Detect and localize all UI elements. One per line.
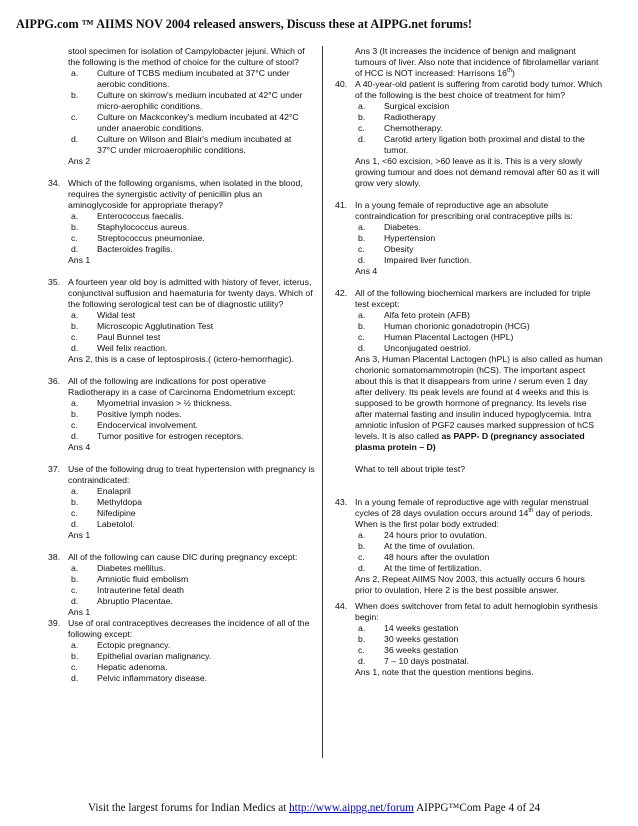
question-35: 35. A fourteen year old boy is admitted with history of fever, icterus, conjunctival suffusion and haematuria for twenty days. Which of the following serological test can be of diagnostic utility? bbox=[48, 277, 313, 309]
q36-option-c: c. Endocervical involvement. bbox=[71, 420, 198, 430]
left-column bbox=[40, 46, 315, 684]
q34-option-b: b. Staphylococcus aureus. bbox=[71, 222, 190, 232]
q39-option-c: c. Hepatic adenoma. bbox=[71, 662, 168, 672]
q38-answer: Ans 1 bbox=[68, 607, 91, 617]
question-34: 34. Which of the following organisms, when isolated in the blood, requires the synergistic activity of penicillin plus an aminoglycoside for appropriate therapy? bbox=[48, 178, 303, 210]
q43-option-b: b. At the time of ovulation. bbox=[358, 541, 475, 551]
q40-option-b: b. Radiotherapy bbox=[358, 112, 436, 122]
right-column bbox=[327, 46, 603, 678]
q41-option-d: d. Impaired liver function. bbox=[358, 255, 472, 265]
q37-answer: Ans 1 bbox=[68, 530, 91, 540]
page-header: AIPPG.com ™ AIIMS NOV 2004 released answers, Discuss these at AIPPG.net forums! bbox=[16, 17, 472, 31]
q40-option-c: c. Chemotherapy. bbox=[358, 123, 443, 133]
q34-option-c: c. Streptococcus pneumoniae. bbox=[71, 233, 205, 243]
q33-option-b: b. Culture on skirrow's medium incubated at 42°C under micro-aerophilic conditions. bbox=[71, 90, 303, 111]
q40-answer: Ans 1, <60 excision, >60 leave as it is. This is a very slowly growing tumour and does not demand removal after 60 as it will grow very slowly. bbox=[355, 156, 600, 188]
q40-option-d: d. Carotid artery ligation both proximal and distal to the tumor. bbox=[358, 134, 585, 155]
q38-option-b: b. Amniotic fluid embolism bbox=[71, 574, 189, 584]
column-divider bbox=[322, 46, 323, 758]
q39-option-d: d. Pelvic inflammatory disease. bbox=[71, 673, 208, 683]
q43-option-a: a. 24 hours prior to ovulation. bbox=[358, 530, 487, 540]
q42-option-b: b. Human chorionic gonadotropin (HCG) bbox=[358, 321, 530, 331]
q33-continuation: stool specimen for isolation of Campylobacter jejuni. Which of the following is the method of choice for the culture of stool? bbox=[68, 46, 305, 67]
question-44: 44. When does switchover from fetal to adult hemoglobin synthesis begin: bbox=[335, 601, 598, 622]
q40-option-a: a. Surgical excision bbox=[358, 101, 450, 111]
q39-answer: Ans 3 (It increases the incidence of benign and malignant tumours of liver. Also note that incidence of fibrolamellar variant of HCC is NOT increased: Harrisons 16th) bbox=[355, 46, 599, 78]
q44-option-c: c. 36 weeks gestation bbox=[358, 645, 459, 655]
q43-answer: Ans 2, Repeat AIIMS Nov 2003, this actually occurs 6 hours prior to ovulation, Here 2 is the best possible answer. bbox=[355, 574, 585, 595]
q34-option-d: d. Bacteroides fragilis. bbox=[71, 244, 173, 254]
q39-option-a: a. Ectopic pregnancy. bbox=[71, 640, 171, 650]
page-footer: Visit the largest forums for Indian Medics at http://www.aippg.net/forum AIPPG™Com Page 4 of 24 bbox=[88, 802, 541, 814]
q37-option-b: b. Methyldopa bbox=[71, 497, 142, 507]
q38-option-c: c. Intrauterine fetal death bbox=[71, 585, 184, 595]
q36-option-d: d. Tumor positive for estrogen receptors. bbox=[71, 431, 244, 441]
q36-answer: Ans 4 bbox=[68, 442, 91, 452]
q37-option-d: d. Labetolol. bbox=[71, 519, 135, 529]
q41-answer: Ans 4 bbox=[355, 266, 378, 276]
q33-option-a: a. Culture of TCBS medium incubated at 37°C under aerobic conditions. bbox=[71, 68, 290, 89]
q33-option-c: c. Culture on Mackconkey's medium incubated at 42°C under anaerobic conditions. bbox=[71, 112, 299, 133]
question-40: 40. A 40-year-old patient is suffering from carotid body tumor. Which of the following is the best choice of treatment for him? bbox=[335, 79, 603, 100]
q41-option-a: a. Diabetes. bbox=[358, 222, 421, 232]
q39-option-b: b. Epithelial ovarian malignancy. bbox=[71, 651, 212, 661]
q35-option-d: d. Weil felix reaction. bbox=[71, 343, 168, 353]
q34-answer: Ans 1 bbox=[68, 255, 91, 265]
q35-option-c: c. Paul Bunnel test bbox=[71, 332, 161, 342]
q38-option-a: a. Diabetes mellitus. bbox=[71, 563, 166, 573]
q44-option-a: a. 14 weeks gestation bbox=[358, 623, 459, 633]
q41-option-c: c. Obesity bbox=[358, 244, 414, 254]
q43-option-d: d. At the time of fertilization. bbox=[358, 563, 482, 573]
q44-option-d: d. 7 – 10 days postnatal. bbox=[358, 656, 470, 666]
q43-option-c: c. 48 hours after the ovulation bbox=[358, 552, 490, 562]
q36-option-a: a. Myometrial invasion > ½ thickness. bbox=[71, 398, 232, 408]
q42-option-d: d. Unconjugated oestriol. bbox=[358, 343, 471, 353]
q33-option-d: d. Culture on Wilson and Blair's medium incubated at 37°C under microaerophilic conditions. bbox=[71, 134, 292, 155]
q42-answer: Ans 3, Human Placental Lactogen (hPL) is also called as human chorionic somatomammotropin (hCS). The important aspect about this is that it disappears from urine / serum even 1 day after delivery. Its peak levels are found at 4 weeks and this is supposed to be growth hormone of pregnancy. Its levels rise after maternal fasting and insulin induced hypoglycemia. Intra amniotic infusion of PGF2 causes marked suppression of hCS levels. It is also called as PAPP- D (pregnancy associated plasma protein – D) bbox=[355, 354, 603, 452]
q36-option-b: b. Positive lymph nodes. bbox=[71, 409, 182, 419]
question-36: 36. All of the following are indications for post operative Radiotherapy in a case of Carcinoma Endometrium except: bbox=[48, 376, 296, 397]
q42-option-c: c. Human Placental Lactogen (HPL) bbox=[358, 332, 514, 342]
q42-note: What to tell about triple test? bbox=[355, 464, 466, 474]
q41-option-b: b. Hypertension bbox=[358, 233, 436, 243]
q33-answer: Ans 2 bbox=[68, 156, 91, 166]
q42-option-a: a. Alfa feto protein (AFB) bbox=[358, 310, 470, 320]
question-42: 42. All of the following biochemical markers are included for triple test except: bbox=[335, 288, 591, 309]
q37-option-a: a. Enalapril bbox=[71, 486, 131, 496]
q44-answer: Ans 1, note that the question mentions begins. bbox=[355, 667, 534, 677]
q35-option-a: a. Widal test bbox=[71, 310, 136, 320]
question-38: 38. All of the following can cause DIC during pregnancy except: bbox=[48, 552, 298, 562]
q44-option-b: b. 30 weeks gestation bbox=[358, 634, 459, 644]
q35-option-b: b. Microscopic Agglutination Test bbox=[71, 321, 214, 331]
q37-option-c: c. Nifedipine bbox=[71, 508, 136, 518]
q38-option-d: d. Abruptio Placentae. bbox=[71, 596, 173, 606]
q34-option-a: a. Enterococcus faecalis. bbox=[71, 211, 184, 221]
question-41: 41. In a young female of reproductive age an absolute contraindication for prescribing oral contraceptive pills is: bbox=[335, 200, 573, 221]
forum-link[interactable]: http://www.aippg.net/forum bbox=[289, 802, 414, 814]
question-37: 37. Use of the following drug to treat hypertension with pregnancy is contraindicated: bbox=[48, 464, 315, 485]
q35-answer: Ans 2, this is a case of leptospirosis.( (ictero-hemorrhagic). bbox=[68, 354, 294, 364]
question-43: 43. In a young female of reproductive age with regular menstrual cycles of 28 days ovulation occurs around 14th day of periods. When is the first polar body extruded: bbox=[335, 497, 593, 529]
question-39: 39. Use of oral contraceptives decreases the incidence of all of the following except: bbox=[48, 618, 310, 639]
